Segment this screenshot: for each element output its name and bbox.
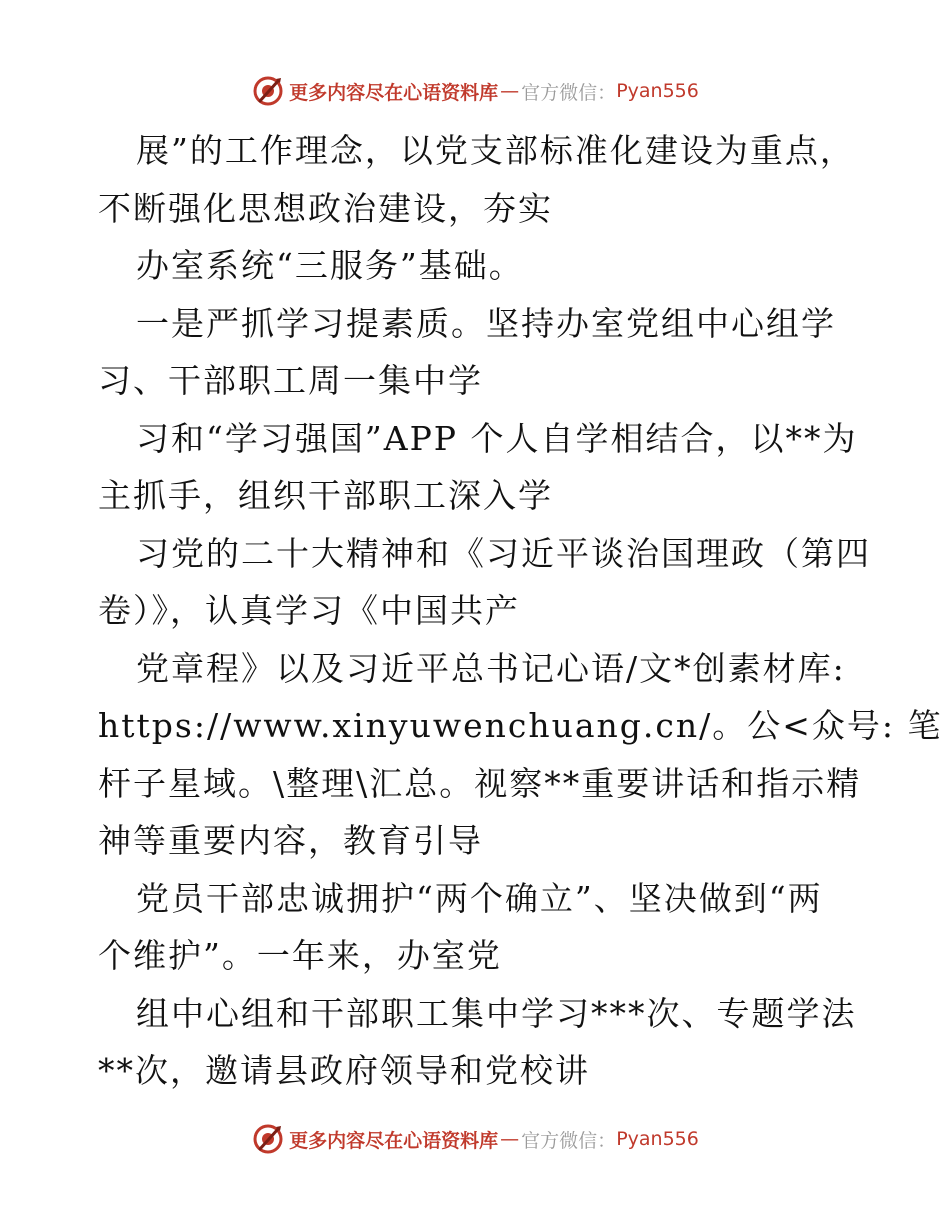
body-text-line: 主抓手，组织干部职工深入学 [98, 476, 553, 515]
body-text-line: **次，邀请县政府领导和党校讲 [98, 1051, 590, 1090]
body-text-line: 展”的工作理念，以党支部标准化建设为重点， [136, 131, 855, 170]
body-text-line: 卷）》，认真学习《中国共产 [98, 591, 520, 630]
body-text-line: https://www.xinyuwenchuang.cn/。公<众号: 笔 [98, 706, 943, 745]
body-text-line: 组中心组和干部职工集中学习***次、专题学法 [136, 993, 857, 1033]
banner-separator: — [500, 80, 520, 102]
banner-site-text: 更多内容尽在心语资料库 [289, 1129, 499, 1152]
body-text-line: 习、干部职工周一集中学 [98, 361, 483, 400]
body-text-line: 不断强化思想政治建设，夯实 [98, 188, 553, 228]
header-banner [0, 71, 950, 111]
banner-wechat-account: Pyan556 [616, 80, 699, 102]
banner-wechat-label: 官方微信： [521, 1129, 617, 1152]
body-text-line: 杆子星域。\整理\汇总。视察**重要讲话和指示精 [98, 763, 862, 803]
body-text-line: 习党的二十大精神和《习近平谈治国理政（第四 [136, 533, 871, 573]
pen-circle-logo-icon [251, 1122, 285, 1156]
body-text-line: 党员干部忠诚拥护“两个确立”、坚决做到“两 [136, 878, 823, 918]
body-text-line: 神等重要内容，教育引导 [98, 821, 483, 860]
body-text-line: 个维护”。一年来，办室党 [98, 936, 502, 975]
body-text-line: 办室系统“三服务”基础。 [136, 246, 524, 285]
document-body [98, 122, 943, 1100]
banner-wechat-label: 官方微信： [521, 81, 617, 104]
footer-banner [0, 1119, 950, 1159]
pen-circle-logo-icon [251, 74, 285, 108]
banner-separator: — [500, 1128, 520, 1150]
body-text-line: 一是严抓学习提素质。坚持办室党组中心组学 [136, 303, 836, 343]
body-text-line: 习和“学习强国”APP 个人自学相结合，以**为 [136, 418, 858, 458]
banner-wechat-account: Pyan556 [616, 1128, 699, 1150]
banner-site-text: 更多内容尽在心语资料库 [289, 81, 499, 104]
body-text-line: 党章程》以及习近平总书记心语/文*创素材库: [136, 648, 846, 688]
